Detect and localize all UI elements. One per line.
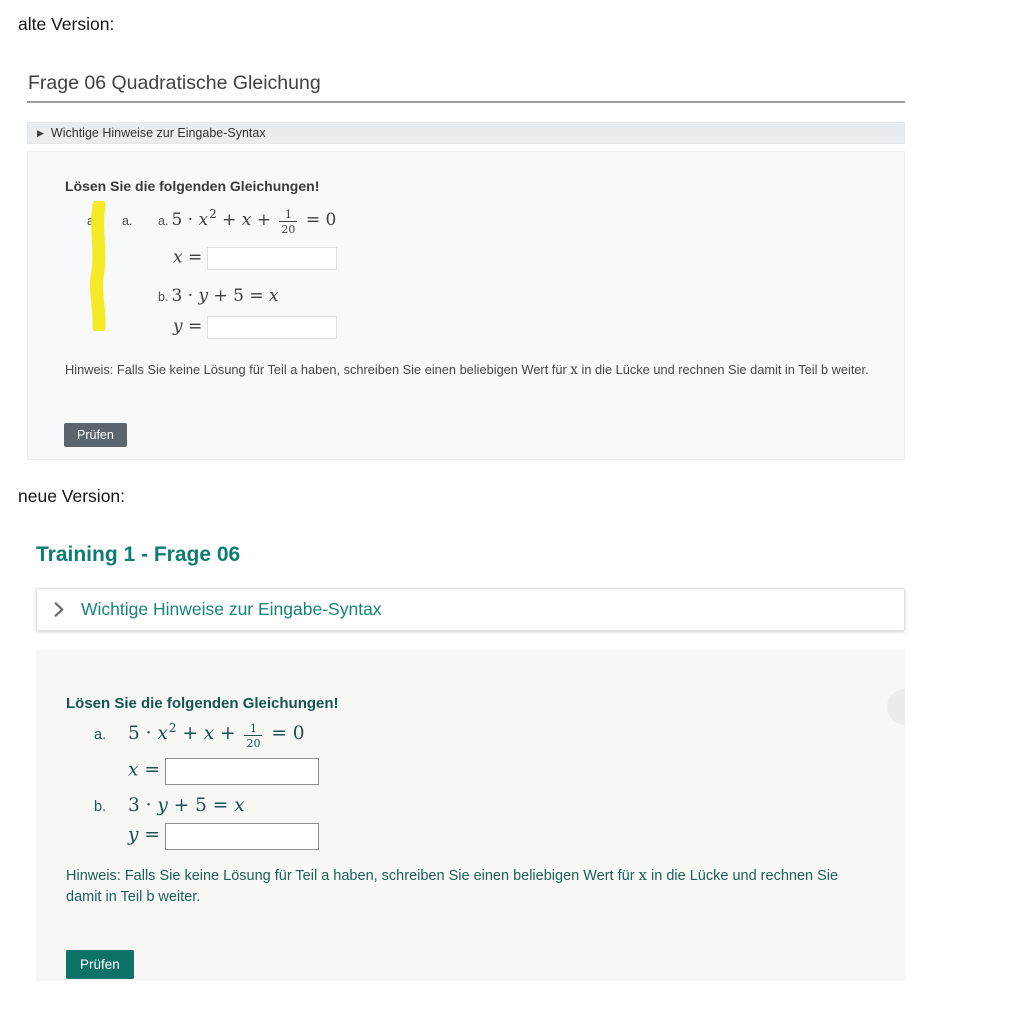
list-marker-b-old: b. <box>158 290 169 304</box>
new-question-title: Training 1 - Frage 06 <box>36 543 241 566</box>
x-answer-row-old <box>173 247 904 270</box>
x-answer-row-new <box>128 758 905 785</box>
new-question-card <box>36 650 905 981</box>
y-equals-label-new: y = <box>128 824 160 846</box>
y-answer-row-old <box>173 316 904 339</box>
new-version-content <box>36 543 905 981</box>
old-version-label: alte Version: <box>18 14 115 34</box>
list-marker-a-old: a. <box>158 214 169 228</box>
x-equals-label-old: x = <box>173 247 203 268</box>
old-syntax-collapse-header[interactable] <box>27 122 905 144</box>
new-collapse-label: Wichtige Hinweise zur Eingabe-Syntax <box>81 599 382 619</box>
equation-a-old: $5 \cdot x^2 + x$ + $\frac{1}{20}$ = 0 <box>171 207 337 236</box>
triangle-right-icon: ▶ <box>37 127 44 138</box>
equation-a-new: $5 \cdot x^2 + x$ + $\frac{1}{20}$ = 0 <box>128 721 305 750</box>
equation-b-new: 3 · y + 5 = x <box>128 795 245 816</box>
equation-b-row-old <box>158 286 904 306</box>
x-equals-label-new: x = <box>128 759 160 781</box>
equation-a-row-old <box>87 209 904 237</box>
hint-math-x-new: x <box>638 866 648 884</box>
old-version-section <box>27 72 905 460</box>
list-marker-a-new: a. <box>94 727 107 743</box>
duplicate-list-marker-a1: a. <box>87 214 98 228</box>
list-marker-b-new: b. <box>94 799 107 815</box>
hint-math-x-old: x <box>570 362 578 378</box>
new-version-section <box>18 486 1013 981</box>
y-answer-input-new[interactable] <box>165 823 319 850</box>
y-answer-input-old[interactable] <box>207 316 337 339</box>
x-answer-input-new[interactable] <box>165 758 319 785</box>
equation-b-row-new <box>94 795 905 816</box>
question-prompt-old: Lösen Sie die folgenden Gleichungen! <box>65 178 320 194</box>
old-question-card <box>27 151 905 460</box>
fraction-1-20: $\frac{1}{20}$ <box>246 722 261 750</box>
old-question-title: Frage 06 Quadratische Gleichung <box>27 72 905 103</box>
check-button-old[interactable]: Prüfen <box>64 423 127 447</box>
duplicate-list-marker-a2: a. <box>122 214 133 228</box>
y-answer-row-new <box>128 823 905 850</box>
x-answer-input-old[interactable] <box>207 247 337 270</box>
check-button-new[interactable]: Prüfen <box>66 950 134 979</box>
new-syntax-collapse-header[interactable] <box>36 588 905 631</box>
equation-a-row-new <box>94 723 905 751</box>
hint-text-old: Hinweis: Falls Sie keine Lösung für Teil a haben, schreiben Sie einen beliebigen Wert für x in die Lücke und rechnen Sie damit in Teil b weiter. <box>65 362 869 378</box>
hint-text-new: Hinweis: Falls Sie keine Lösung für Teil a haben, schreiben Sie einen beliebigen Wert für x in die Lücke und rechnen Sie damit in Teil b weiter. <box>66 866 839 906</box>
equation-b-old: 3 · y + 5 = x <box>171 286 279 306</box>
fraction-1-20: $\frac{1}{20}$ <box>281 208 296 236</box>
y-equals-label-old: y = <box>173 316 203 337</box>
question-prompt-new: Lösen Sie die folgenden Gleichungen! <box>66 695 339 712</box>
old-collapse-label: Wichtige Hinweise zur Eingabe-Syntax <box>50 126 266 140</box>
chevron-right-icon <box>49 600 68 619</box>
new-version-label: neue Version: <box>18 486 126 506</box>
